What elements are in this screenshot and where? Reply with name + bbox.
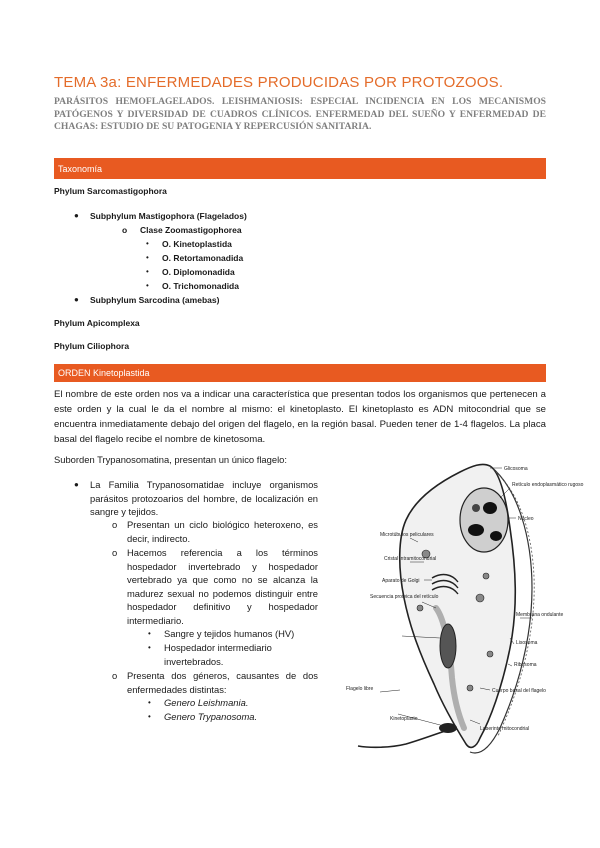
label-microtubulos: Microtúbulos peliculares bbox=[380, 532, 434, 538]
bullet-small: • bbox=[148, 712, 151, 721]
section-heading-taxonomia: Taxonomía bbox=[54, 158, 546, 179]
bullet-small: • bbox=[148, 698, 151, 707]
label-glicosoma: Glicosoma bbox=[504, 466, 528, 472]
free-flagellum bbox=[358, 730, 448, 747]
familia-text: La Familia Trypanosomatidae incluye organismos parásitos protozoarios del hombre, de localización en sangre y tejidos. bbox=[90, 479, 318, 517]
bullet-o: o bbox=[112, 670, 118, 681]
bullet-small: • bbox=[146, 253, 149, 262]
bullet-small: • bbox=[148, 643, 151, 652]
label-ribosoma: Ribosoma bbox=[514, 662, 537, 668]
label-nucleo: Núcleo bbox=[518, 516, 534, 522]
bullet-small: • bbox=[146, 281, 149, 290]
subphylum-sarcodina: Subphylum Sarcodina (amebas) bbox=[90, 295, 220, 305]
orden-item: O. Diplomonadida bbox=[162, 267, 235, 277]
genero-leishmania: Genero Leishmania. bbox=[164, 697, 249, 708]
bullet-o: o bbox=[122, 225, 128, 235]
bullet-o: o bbox=[112, 519, 118, 530]
label-flagelo: Flagelo libre bbox=[346, 686, 374, 692]
bullet-small: • bbox=[148, 629, 151, 638]
label-reticulo: Retículo endoplasmático rugoso bbox=[512, 482, 584, 488]
bullet-small: • bbox=[146, 239, 149, 248]
kinetoplastida-paragraph: El nombre de este orden nos va a indicar una característica que presentan todos los organismos que pertenecen a este orden y la cual le da el nombre al mismo: el kinetoplasto. El kinetoplasto es ADN mitocondrial que se encuentra inmediatamente debajo del origen del flagelo, en la región basal. Pueden tener de 1-4 flagelos. La placa basal del flagelo recibe el nombre de kinetosoma. bbox=[54, 389, 546, 445]
label-membrana: Membrana ondulante bbox=[516, 612, 564, 618]
page-title: TEMA 3a: ENFERMEDADES PRODUCIDAS POR PROTOZOOS. bbox=[54, 74, 504, 91]
trypanosome-diagram bbox=[340, 458, 584, 758]
phylum-apicomplexa: Phylum Apicomplexa bbox=[54, 318, 140, 328]
hospedador-text: Hacemos referencia a los términos hospedador invertebrado y hospedador vertebrado ya que como no se alcanza la madurez sexual no podemos distinguir entre hospedador definitivo y hospedador intermediario. bbox=[127, 547, 318, 626]
bullet-dot: ● bbox=[74, 295, 79, 304]
clase-zoomastigophorea: Clase Zoomastigophorea bbox=[140, 225, 242, 235]
orden-item: O. Trichomonadida bbox=[162, 281, 239, 291]
phylum-sarcomastigophora: Phylum Sarcomastigophora bbox=[54, 186, 167, 196]
label-lisosoma: Lisosoma bbox=[516, 640, 538, 646]
phylum-ciliophora: Phylum Ciliophora bbox=[54, 341, 130, 351]
bullet-dot: ● bbox=[74, 480, 79, 489]
bullet-small: • bbox=[146, 267, 149, 276]
bullet-dot: ● bbox=[74, 211, 79, 220]
genero-trypanosoma: Genero Trypanosoma. bbox=[164, 711, 258, 722]
label-laberinto: Laberinto mitocondrial bbox=[480, 726, 530, 732]
page-subtitle: PARÁSITOS HEMOFLAGELADOS. LEISHMANIOSIS: ESPECIAL INCIDENCIA EN LOS MECANISMOS PATÓGENOS Y DIVERSIDAD DE CUADROS CLÍNICOS. ENFERMEDAD DEL SUEÑO Y ENFERMEDAD DE CHAGAS: ESTUDIO DE SU PATOGENIA Y REPERCUSIÓN SANITARIA. bbox=[54, 96, 546, 133]
label-kinetoplasto: Kinetoplasto bbox=[390, 716, 418, 722]
label-secuencia: Secuencia proteica del retículo bbox=[370, 594, 439, 600]
nucleus bbox=[460, 488, 508, 552]
orden-item: O. Kinetoplastida bbox=[162, 239, 232, 249]
label-cuerpo-basal: Cuerpo basal del flagelo bbox=[492, 688, 546, 694]
hi-text: Hospedador intermediario invertebrados. bbox=[164, 642, 272, 667]
hv-text: Sangre y tejidos humanos (HV) bbox=[164, 628, 295, 639]
orden-item: O. Retortamonadida bbox=[162, 253, 244, 263]
suborden-line: Suborden Trypanosomatina, presentan un único flagelo: bbox=[54, 454, 287, 465]
subphylum-mastigophora: Subphylum Mastigophora (Flagelados) bbox=[90, 211, 247, 221]
label-golgi: Aparato de Golgi bbox=[382, 578, 420, 584]
label-cristal: Cristal intramitocondrial bbox=[384, 556, 437, 562]
bullet-o: o bbox=[112, 547, 118, 558]
generos-text: Presenta dos géneros, causantes de dos enfermedades distintas: bbox=[127, 670, 318, 695]
section-heading-kinetoplastida: ORDEN Kinetoplastida bbox=[54, 364, 546, 382]
ciclo-text: Presentan un ciclo biológico heteroxeno, es decir, indirecto. bbox=[127, 519, 318, 544]
